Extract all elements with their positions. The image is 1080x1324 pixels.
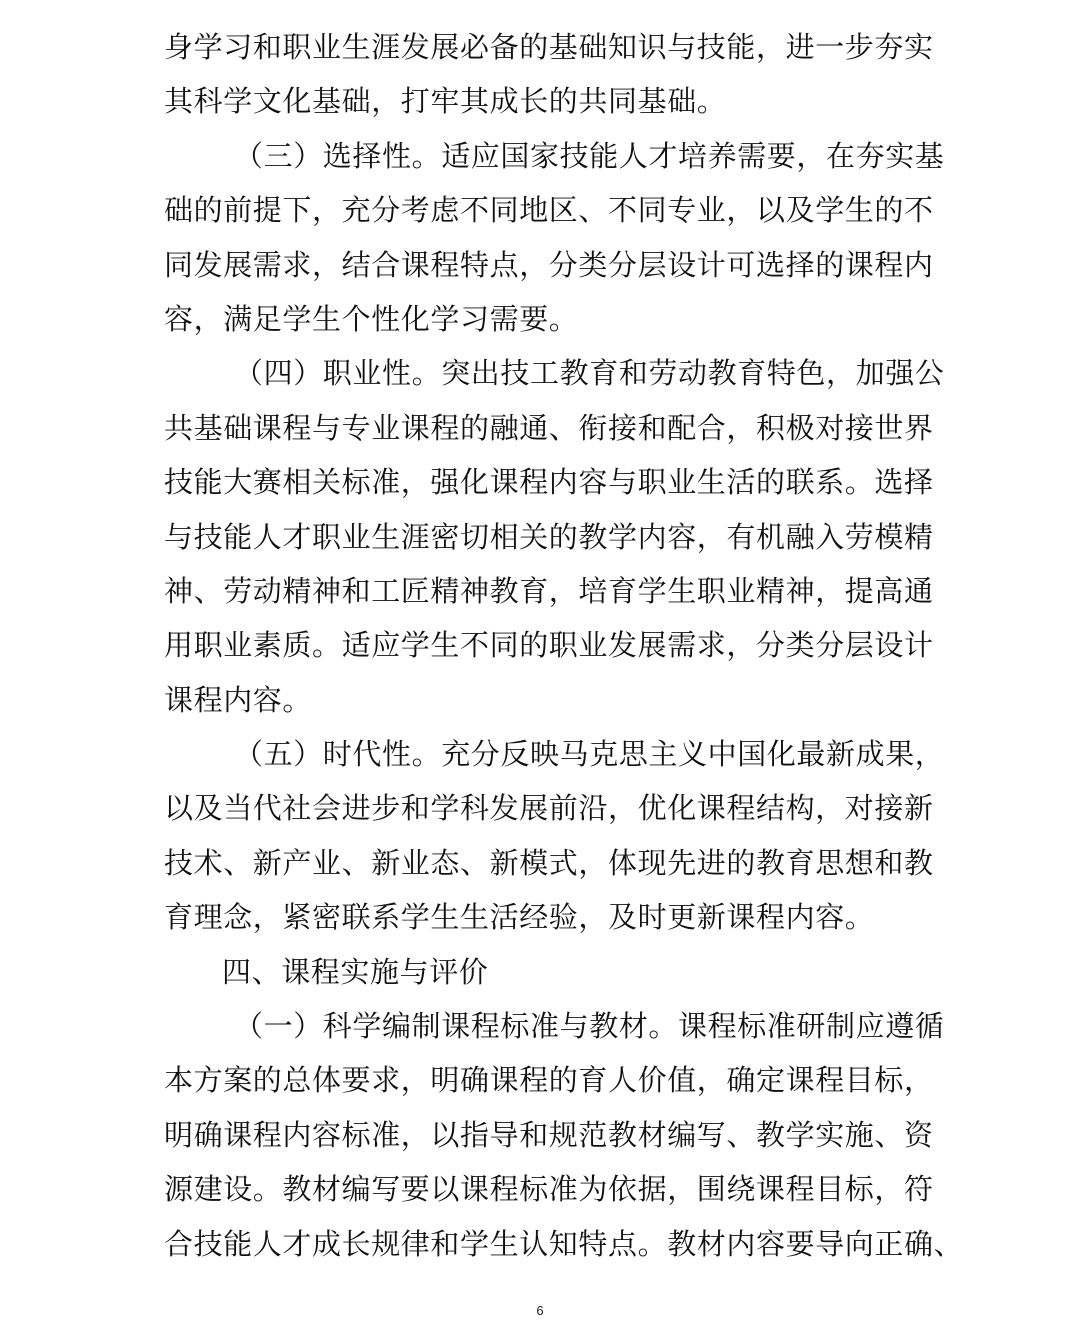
text-line: 明确课程内容标准，以指导和规范教材编写、教学实施、资 [164, 1117, 934, 1152]
text-line: 用职业素质。适应学生不同的职业发展需求，分类分层设计 [164, 628, 934, 663]
text-line: 同发展需求，结合课程特点，分类分层设计可选择的课程内 [164, 247, 934, 282]
text-line: （四）职业性。突出技工教育和劳动教育特色，加强公 [234, 356, 945, 391]
text-line: 共基础课程与专业课程的融通、衔接和配合，积极对接世界 [164, 410, 934, 445]
section-heading [164, 945, 934, 999]
text-line: 神、劳动精神和工匠精神教育，培育学生职业精神，提高通 [164, 573, 934, 608]
paragraph-curriculum-standards [164, 999, 964, 1271]
text-line: （五）时代性。充分反映马克思主义中国化最新成果， [234, 737, 945, 772]
text-line: 容，满足学生个性化学习需要。 [164, 301, 579, 336]
document-page [164, 20, 964, 1271]
text-line: 础的前提下，充分考虑不同地区、不同专业，以及学生的不 [164, 193, 934, 228]
text-line: 技能大赛相关标准，强化课程内容与职业生活的联系。选择 [164, 465, 934, 500]
text-line: 课程内容。 [164, 682, 313, 717]
text-line: 其科学文化基础，打牢其成长的共同基础。 [164, 84, 727, 119]
text-line: 身学习和职业生涯发展必备的基础知识与技能，进一步夯实 [164, 30, 934, 64]
paragraph-selectivity [164, 129, 945, 347]
page-number: 6 [536, 1303, 544, 1318]
section-heading-text: 四、课程实施与评价 [222, 954, 489, 989]
text-line: 以及当代社会进步和学科发展前沿，优化课程结构，对接新 [164, 791, 934, 826]
text-line: （一）科学编制课程标准与教材。课程标准研制应遵循 [234, 1009, 945, 1044]
text-line: （三）选择性。适应国家技能人才培养需要，在夯实基 [234, 138, 945, 173]
text-line: 技术、新产业、新业态、新模式，体现先进的教育思想和教 [164, 845, 934, 880]
text-line: 源建设。教材编写要以课程标准为依据，围绕课程目标，符 [164, 1172, 934, 1207]
paragraph-vocational [164, 346, 945, 727]
paragraph-contemporary [164, 727, 945, 945]
text-line: 育理念，紧密联系学生生活经验，及时更新课程内容。 [164, 900, 875, 935]
paragraph-continuation [164, 20, 934, 129]
text-line: 本方案的总体要求，明确课程的育人价值，确定课程目标， [164, 1063, 934, 1098]
text-line: 合技能人才成长规律和学生认知特点。教材内容要导向正确、 [164, 1226, 964, 1261]
text-line: 与技能人才职业生涯密切相关的教学内容，有机融入劳模精 [164, 519, 934, 554]
